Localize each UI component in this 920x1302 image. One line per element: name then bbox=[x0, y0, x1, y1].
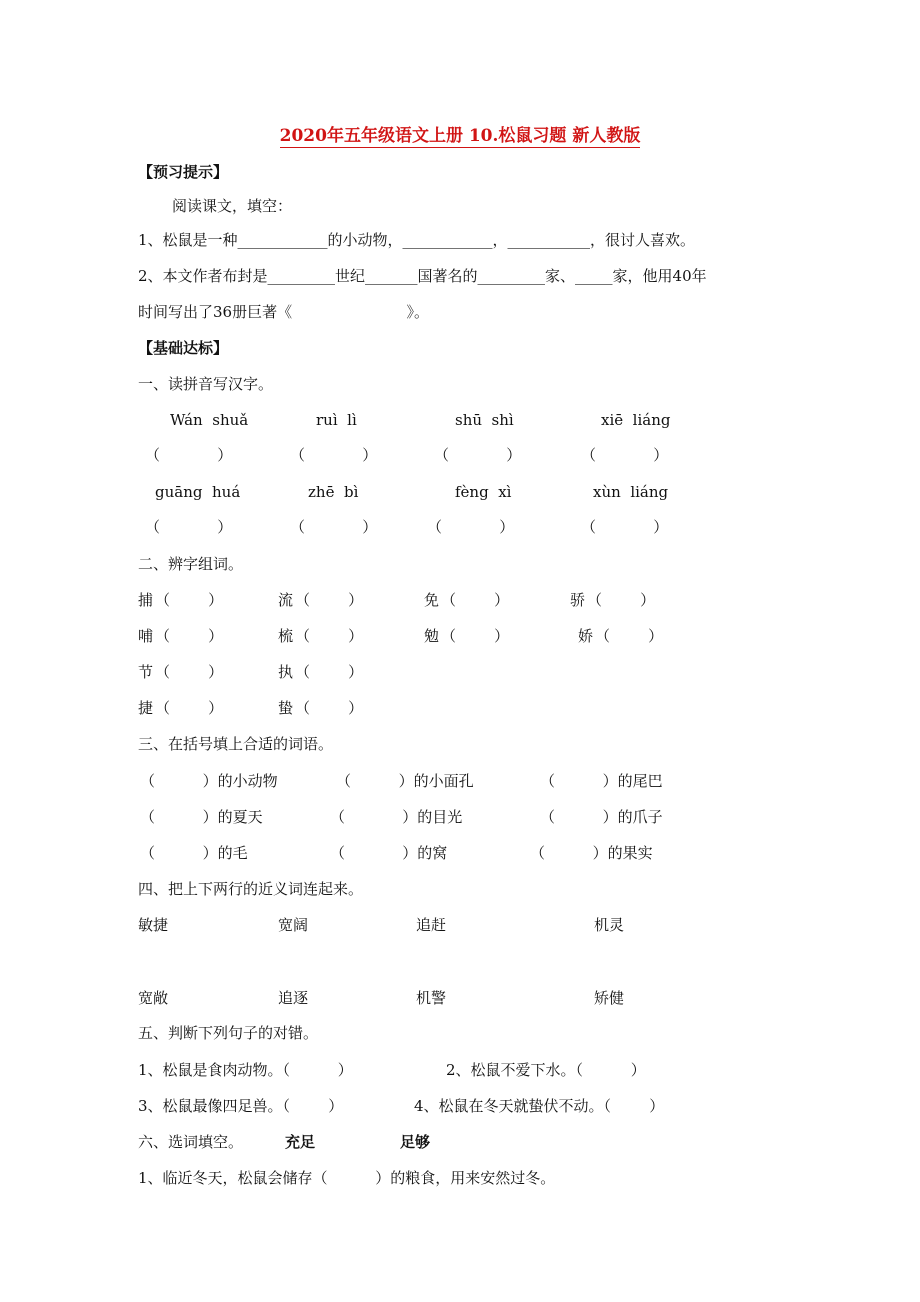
answer-paren: （ ） bbox=[581, 518, 669, 536]
pinyin-item: Wán shuǎ bbox=[170, 411, 249, 429]
synonym-word: 机警 bbox=[416, 989, 447, 1007]
judge-item: 2、松鼠不爱下水。（ ） bbox=[446, 1061, 646, 1079]
word-choice: 足够 bbox=[400, 1133, 431, 1151]
document-title: 2020年五年级语文上册 10.松鼠习题 新人教版 bbox=[279, 126, 641, 146]
synonym-word: 矫健 bbox=[594, 989, 625, 1007]
section-2-title: 二、辨字组词。 bbox=[138, 555, 244, 573]
section-3-title: 三、在括号填上合适的词语。 bbox=[138, 735, 334, 753]
judge-item: 1、松鼠是食肉动物。（ ） bbox=[138, 1061, 353, 1079]
fill-item: （ ）的夏天 bbox=[140, 808, 263, 826]
fill-item: （ ）的小动物 bbox=[140, 772, 278, 790]
char-item: 梳 bbox=[278, 627, 294, 645]
answer-paren: （ ） bbox=[290, 518, 378, 536]
char-item: 捷 bbox=[138, 699, 154, 717]
answer-paren: （ ） bbox=[155, 591, 224, 609]
choice-question-1: 1、临近冬天，松鼠会储存（ ）的粮食，用来安然过冬。 bbox=[138, 1169, 556, 1187]
answer-paren: （ ） bbox=[595, 627, 664, 645]
synonym-word: 机灵 bbox=[594, 916, 625, 934]
synonym-word: 追逐 bbox=[278, 989, 309, 1007]
preview-question-2-line-2: 时间写出了36册巨著《 》。 bbox=[138, 303, 430, 321]
answer-paren: （ ） bbox=[295, 627, 364, 645]
preview-question-1: 1、松鼠是一种____________的小动物，____________，___________，很讨人喜欢。 bbox=[138, 231, 696, 249]
answer-paren: （ ） bbox=[295, 699, 364, 717]
char-item: 哺 bbox=[138, 627, 154, 645]
fill-item: （ ）的尾巴 bbox=[540, 772, 663, 790]
char-item: 流 bbox=[278, 591, 294, 609]
char-item: 骄 bbox=[570, 591, 586, 609]
synonym-word: 宽阔 bbox=[278, 916, 309, 934]
pinyin-item: xùn liáng bbox=[593, 483, 669, 501]
answer-paren: （ ） bbox=[441, 627, 510, 645]
judge-item: 4、松鼠在冬天就蛰伏不动。（ ） bbox=[414, 1097, 665, 1115]
synonym-word: 追赶 bbox=[416, 916, 447, 934]
fill-item: （ ）的爪子 bbox=[540, 808, 663, 826]
answer-paren: （ ） bbox=[581, 446, 669, 464]
pinyin-item: zhē bì bbox=[308, 483, 359, 501]
answer-paren: （ ） bbox=[587, 591, 656, 609]
fill-item: （ ）的小面孔 bbox=[336, 772, 474, 790]
section-4-title: 四、把上下两行的近义词连起来。 bbox=[138, 880, 364, 898]
preview-instruction: 阅读课文，填空： bbox=[172, 197, 293, 215]
char-item: 节 bbox=[138, 663, 154, 681]
fill-item: （ ）的目光 bbox=[330, 808, 463, 826]
answer-paren: （ ） bbox=[295, 591, 364, 609]
answer-paren: （ ） bbox=[434, 446, 522, 464]
answer-paren: （ ） bbox=[295, 663, 364, 681]
section-5-title: 五、判断下列句子的对错。 bbox=[138, 1024, 319, 1042]
preview-heading: 【预习提示】 bbox=[138, 163, 229, 181]
answer-paren: （ ） bbox=[290, 446, 378, 464]
answer-paren: （ ） bbox=[155, 627, 224, 645]
char-item: 免 bbox=[424, 591, 440, 609]
pinyin-item: fèng xì bbox=[455, 483, 512, 501]
pinyin-item: ruì lì bbox=[316, 411, 357, 429]
preview-question-2-line-1: 2、本文作者布封是_________世纪_______国著名的_________家、_____家，他用40年 bbox=[138, 267, 707, 285]
answer-paren: （ ） bbox=[145, 518, 233, 536]
pinyin-item: xiē liáng bbox=[601, 411, 671, 429]
answer-paren: （ ） bbox=[155, 663, 224, 681]
pinyin-item: guāng huá bbox=[155, 483, 241, 501]
synonym-word: 敏捷 bbox=[138, 916, 169, 934]
basic-heading: 【基础达标】 bbox=[138, 339, 229, 357]
char-item: 蛰 bbox=[278, 699, 294, 717]
answer-paren: （ ） bbox=[155, 699, 224, 717]
fill-item: （ ）的毛 bbox=[140, 844, 248, 862]
fill-item: （ ）的窝 bbox=[330, 844, 448, 862]
judge-item: 3、松鼠最像四足兽。（ ） bbox=[138, 1097, 344, 1115]
word-choice: 充足 bbox=[285, 1133, 316, 1151]
char-item: 执 bbox=[278, 663, 294, 681]
section-1-title: 一、读拼音写汉字。 bbox=[138, 375, 274, 393]
char-item: 勉 bbox=[424, 627, 440, 645]
answer-paren: （ ） bbox=[427, 518, 515, 536]
synonym-word: 宽敞 bbox=[138, 989, 169, 1007]
section-6-title: 六、选词填空。 bbox=[138, 1133, 244, 1151]
char-item: 娇 bbox=[578, 627, 594, 645]
answer-paren: （ ） bbox=[441, 591, 510, 609]
answer-paren: （ ） bbox=[145, 446, 233, 464]
fill-item: （ ）的果实 bbox=[530, 844, 653, 862]
char-item: 捕 bbox=[138, 591, 154, 609]
pinyin-item: shū shì bbox=[455, 411, 514, 429]
